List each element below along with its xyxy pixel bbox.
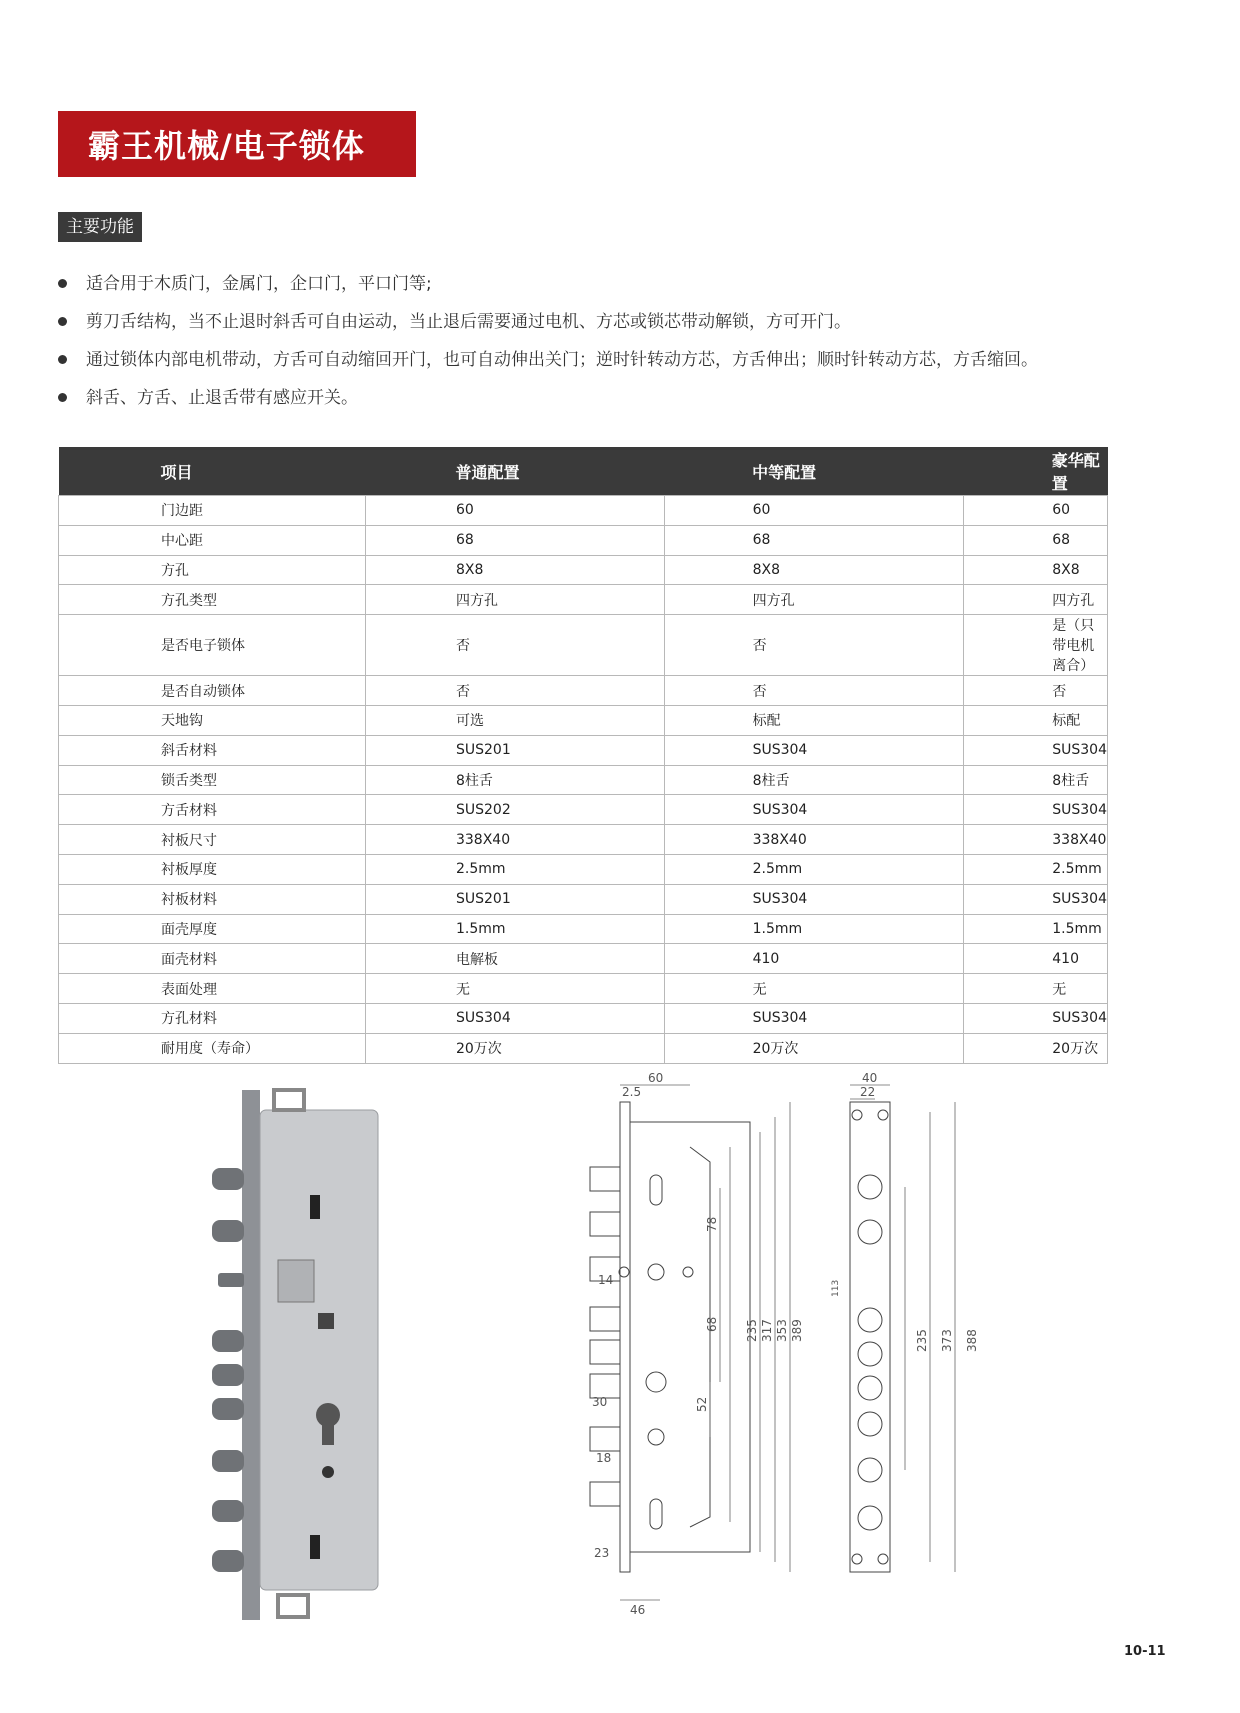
table-cell: 410 <box>664 944 964 974</box>
square-hole <box>318 1313 334 1329</box>
feature-list <box>58 268 1038 420</box>
table-cell: 四方孔 <box>365 585 664 615</box>
table-cell: 是否自动锁体 <box>59 676 366 706</box>
page-number: 10-11 <box>1124 1644 1166 1659</box>
dim-label: 30 <box>592 1395 608 1409</box>
dim-label: 18 <box>596 1451 612 1465</box>
table-cell: 60 <box>664 496 964 526</box>
table-cell: 表面处理 <box>59 974 366 1004</box>
dim-label: 388 <box>965 1329 979 1352</box>
bullet-icon <box>58 317 67 326</box>
screw-hole <box>852 1110 862 1120</box>
dim-label: 52 <box>695 1396 709 1412</box>
hole-outline <box>648 1429 664 1445</box>
dim-label: 60 <box>648 1071 664 1085</box>
slot-outline <box>650 1175 662 1205</box>
hole-outline <box>683 1267 693 1277</box>
table-cell: 2.5mm <box>964 854 1108 884</box>
table-cell: 否 <box>365 615 664 676</box>
table-cell: 60 <box>365 496 664 526</box>
feature-text: 适合用于木质门，金属门，企口门，平口门等; <box>86 274 432 294</box>
feature-text: 斜舌、方舌、止退舌带有感应开关。 <box>86 388 358 408</box>
table-cell: 锁舌类型 <box>59 765 366 795</box>
table-cell: 否 <box>664 676 964 706</box>
table-cell: 338X40 <box>664 825 964 855</box>
dim-label: 113 <box>831 1279 841 1297</box>
table-cell: 是否电子锁体 <box>59 615 366 676</box>
table-cell: 电解板 <box>365 944 664 974</box>
table-cell: 是（只带电机离合） <box>964 615 1108 676</box>
table-cell: 方孔类型 <box>59 585 366 615</box>
dim-label: 46 <box>630 1603 646 1617</box>
table-row <box>59 825 1108 855</box>
front-faceplate <box>850 1102 890 1572</box>
feature-item <box>58 268 1038 306</box>
table-cell: 8柱舌 <box>664 765 964 795</box>
screw-hole <box>878 1554 888 1564</box>
front-hole <box>858 1220 882 1244</box>
table-cell: 衬板厚度 <box>59 854 366 884</box>
table-cell: 否 <box>365 676 664 706</box>
table-cell: 衬板尺寸 <box>59 825 366 855</box>
dim-label: 317 <box>760 1319 774 1342</box>
table-row <box>59 496 1108 526</box>
table-cell: 8X8 <box>365 555 664 585</box>
table-row <box>59 615 1108 676</box>
case-edge <box>690 1147 710 1527</box>
table-cell: SUS304 <box>964 735 1108 765</box>
bolt-outline <box>590 1482 620 1506</box>
top-hook <box>274 1090 304 1110</box>
table-cell: 无 <box>664 974 964 1004</box>
feature-text: 剪刀舌结构，当不止退时斜舌可自由运动，当止退后需要通过电机、方芯或锁芯带动解锁，方可开门。 <box>86 312 851 332</box>
table-cell: 68 <box>365 525 664 555</box>
slot <box>310 1535 320 1559</box>
table-cell: 68 <box>664 525 964 555</box>
feature-item <box>58 306 1038 344</box>
table-cell: 1.5mm <box>664 914 964 944</box>
hole-outline <box>646 1372 666 1392</box>
table-cell: 无 <box>964 974 1108 1004</box>
table-cell: 2.5mm <box>664 854 964 884</box>
front-hole <box>858 1458 882 1482</box>
dim-label: 23 <box>594 1546 610 1560</box>
technical-drawing <box>560 1052 1080 1632</box>
table-cell: 门边距 <box>59 496 366 526</box>
table-cell: 338X40 <box>365 825 664 855</box>
table-cell: 面壳材料 <box>59 944 366 974</box>
dim-label: 78 <box>705 1216 719 1232</box>
table-cell: 8柱舌 <box>964 765 1108 795</box>
latch-window <box>278 1260 314 1302</box>
screw-hole <box>878 1110 888 1120</box>
bottom-hook <box>278 1595 308 1617</box>
table-cell: 四方孔 <box>664 585 964 615</box>
handle-spindle <box>322 1466 334 1478</box>
bolt-outline <box>590 1340 620 1364</box>
table-cell: 20万次 <box>365 1033 664 1063</box>
table-cell: SUS304 <box>664 1003 964 1033</box>
table-cell: 否 <box>964 676 1108 706</box>
bolt-outline <box>590 1167 620 1191</box>
table-cell: 8柱舌 <box>365 765 664 795</box>
table-cell: SUS304 <box>964 795 1108 825</box>
table-row <box>59 765 1108 795</box>
bolt-outline <box>590 1427 620 1451</box>
table-cell: 1.5mm <box>365 914 664 944</box>
table-cell: SUS304 <box>365 1003 664 1033</box>
table-cell: 方孔材料 <box>59 1003 366 1033</box>
table-cell: 耐用度（寿命） <box>59 1033 366 1063</box>
table-cell: SUS304 <box>664 795 964 825</box>
table-row <box>59 676 1108 706</box>
table-row <box>59 555 1108 585</box>
table-cell: 20万次 <box>664 1033 964 1063</box>
dim-label: 235 <box>915 1329 929 1352</box>
cylinder-slot <box>322 1415 334 1445</box>
table-cell: 20万次 <box>964 1033 1108 1063</box>
table-cell: 60 <box>964 496 1108 526</box>
table-row <box>59 884 1108 914</box>
table-cell: 8X8 <box>664 555 964 585</box>
table-cell: SUS201 <box>365 884 664 914</box>
slot <box>310 1195 320 1219</box>
dim-label: 235 <box>745 1319 759 1342</box>
side-faceplate <box>620 1102 630 1572</box>
dim-label: 373 <box>940 1329 954 1352</box>
table-cell: SUS304 <box>664 735 964 765</box>
table-cell: 可选 <box>365 705 664 735</box>
table-cell: 四方孔 <box>964 585 1108 615</box>
table-cell: 斜舌材料 <box>59 735 366 765</box>
bullet-icon <box>58 393 67 402</box>
dim-label: 353 <box>775 1319 789 1342</box>
bullet-icon <box>58 279 67 288</box>
lock-body-photo <box>200 1080 400 1620</box>
table-row <box>59 944 1108 974</box>
table-header-row <box>59 447 1108 496</box>
table-cell: 衬板材料 <box>59 884 366 914</box>
hole-outline <box>648 1264 664 1280</box>
table-cell: SUS304 <box>664 884 964 914</box>
dim-label: 14 <box>598 1273 614 1287</box>
side-case <box>630 1122 750 1552</box>
table-cell: SUS201 <box>365 735 664 765</box>
feature-item <box>58 344 1038 382</box>
dim-label: 389 <box>790 1319 804 1342</box>
dim-label: 68 <box>705 1316 719 1332</box>
header-item: 项目 <box>59 447 366 496</box>
page-title: 霸王机械/电子锁体 <box>58 111 416 177</box>
table-row <box>59 525 1108 555</box>
table-cell: 方孔 <box>59 555 366 585</box>
table-cell: 1.5mm <box>964 914 1108 944</box>
table-row <box>59 854 1108 884</box>
faceplate <box>242 1090 260 1620</box>
table-row <box>59 735 1108 765</box>
table-cell: 8X8 <box>964 555 1108 585</box>
spec-table <box>58 447 1108 1064</box>
table-cell: 面壳厚度 <box>59 914 366 944</box>
table-cell: 标配 <box>664 705 964 735</box>
front-hole <box>858 1175 882 1199</box>
bullet-icon <box>58 355 67 364</box>
front-hole <box>858 1342 882 1366</box>
feature-item <box>58 382 1038 420</box>
front-hole <box>858 1308 882 1332</box>
dim-label: 22 <box>860 1085 876 1099</box>
slot-outline <box>650 1499 662 1529</box>
table-cell: 否 <box>664 615 964 676</box>
header-medium: 中等配置 <box>664 447 964 496</box>
table-cell: SUS202 <box>365 795 664 825</box>
table-cell: SUS304 <box>964 884 1108 914</box>
table-cell: 天地钩 <box>59 705 366 735</box>
table-cell: 410 <box>964 944 1108 974</box>
bolt-outline <box>590 1212 620 1236</box>
bolt-group <box>212 1168 244 1572</box>
feature-text: 通过锁体内部电机带动，方舌可自动缩回开门，也可自动伸出关门；逆时针转动方芯，方舌伸出；顺时针转动方芯，方舌缩回。 <box>86 350 1038 370</box>
table-cell: 标配 <box>964 705 1108 735</box>
table-row <box>59 705 1108 735</box>
lock-case <box>260 1110 378 1590</box>
header-deluxe: 豪华配置 <box>964 447 1108 496</box>
screw-hole <box>852 1554 862 1564</box>
table-cell: SUS304 <box>964 1003 1108 1033</box>
table-row <box>59 914 1108 944</box>
header-standard: 普通配置 <box>365 447 664 496</box>
table-row <box>59 974 1108 1004</box>
bolt-outline <box>590 1307 620 1331</box>
table-cell: 68 <box>964 525 1108 555</box>
front-hole <box>858 1412 882 1436</box>
table-cell: 2.5mm <box>365 854 664 884</box>
table-cell: 中心距 <box>59 525 366 555</box>
front-hole <box>858 1376 882 1400</box>
table-cell: 方舌材料 <box>59 795 366 825</box>
table-cell: 338X40 <box>964 825 1108 855</box>
table-row <box>59 1003 1108 1033</box>
section-label: 主要功能 <box>58 212 142 242</box>
table-cell: 无 <box>365 974 664 1004</box>
dim-label: 2.5 <box>622 1085 642 1099</box>
dim-label: 40 <box>862 1071 878 1085</box>
table-row <box>59 795 1108 825</box>
table-row <box>59 585 1108 615</box>
front-hole <box>858 1506 882 1530</box>
